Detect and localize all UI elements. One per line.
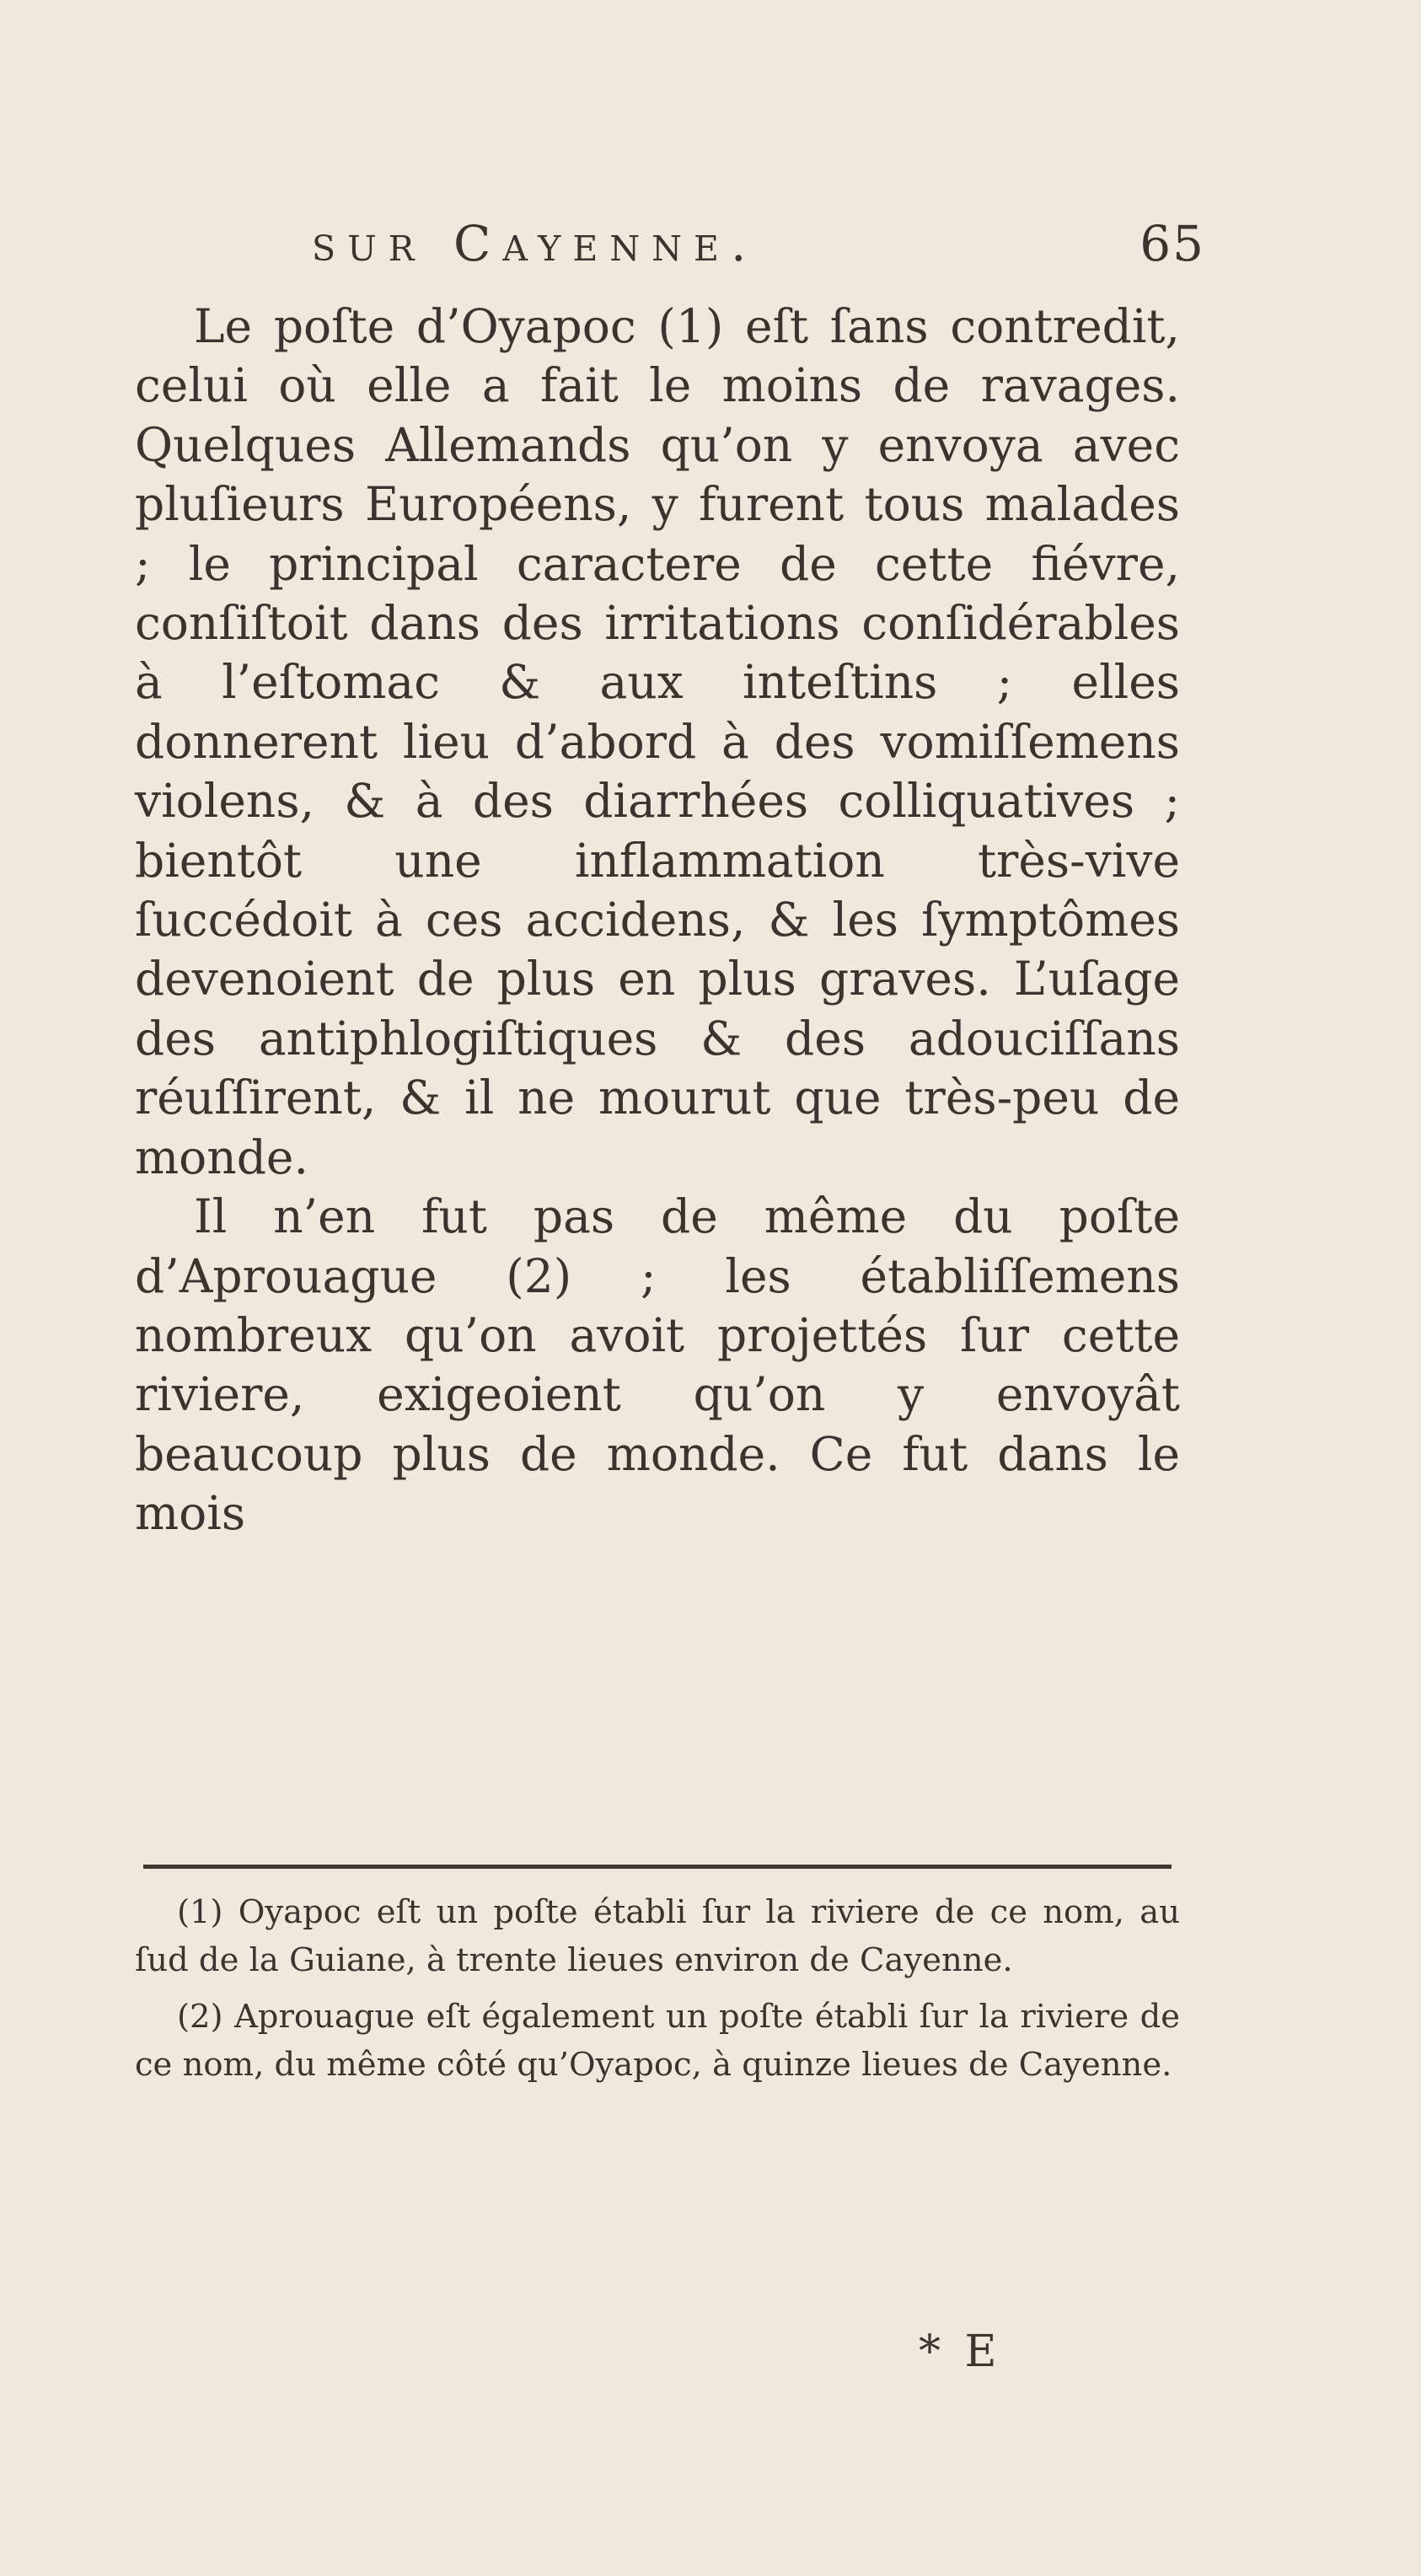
footnotes xyxy=(135,1888,1180,2097)
running-title: sur Cayenne. xyxy=(312,215,759,272)
paragraph: Il n’en fut pas de même du poſte d’Aprouague (2) ; les établiſſemens nombreux qu’on avoit projettés ſur cette riviere, exigeoient qu’on y envoyât beaucoup plus de monde. Ce fut dans le mois xyxy=(135,1189,1180,1541)
footnote: (2) Aprouague eſt également un poſte établi ſur la riviere de ce nom, du même côté qu’Oyapoc, à quinze lieues de Cayenne. xyxy=(135,1998,1180,2084)
paragraph: Le poſte d’Oyapoc (1) eſt ſans contredit, celui où elle a fait le moins de ravages. Quelques Allemands qu’on y envoya avec pluſieurs Européens, y furent tous malades ; le principal caractere de cette fiévre, conſiſtoit dans des irritations conſidérables à l’eſtomac & aux inteſtins ; elles donnerent lieu d’abord à des vomiſſemens violens, & à des diarrhées colliquatives ; bientôt une inflammation très-vive ſuccédoit à ces accidens, & les ſymptômes devenoient de plus en plus graves. L’uſage des antiphlogiſtiques & des adouciſſans réuſſirent, & il ne mourut que très-peu de monde. xyxy=(135,299,1180,1184)
page-number: 65 xyxy=(1139,215,1205,272)
main-text xyxy=(135,297,1180,1543)
footnote: (1) Oyapoc eſt un poſte établi ſur la riviere de ce nom, au ſud de la Guiane, à trente lieues environ de Cayenne. xyxy=(135,1893,1180,1979)
signature-mark: * E xyxy=(919,2326,1002,2377)
page-header xyxy=(312,215,1205,282)
footnote-divider xyxy=(143,1865,1172,1869)
